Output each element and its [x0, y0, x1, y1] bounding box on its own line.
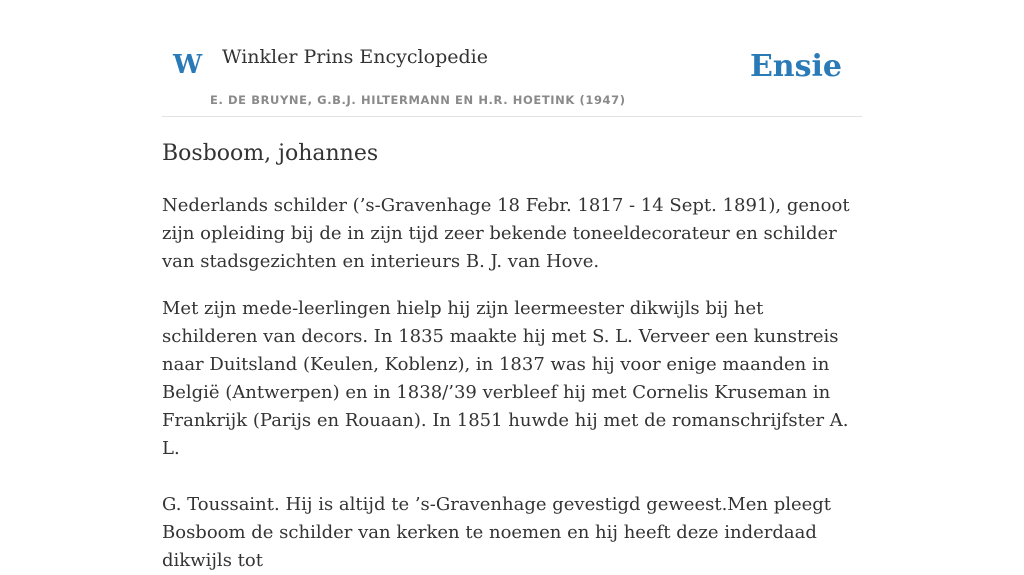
ensie-brand-link[interactable]: Ensie: [749, 49, 842, 84]
article-body: [162, 192, 862, 575]
article-title: Bosboom, johannes: [162, 141, 379, 166]
article: [162, 136, 862, 575]
site-title: Winkler Prins Encyclopedie: [222, 46, 488, 68]
article-paragraph-2: Met zijn mede-leerlingen hielp hij zijn leermeester dikwijls bij het schilderen van decors. In 1835 maakte hij met S. L. Verveer een kunstreis naar Duitsland (Keulen, Koblenz), in 1837 was hij voor enige maanden in België (Antwerpen) en in 1838/’39 verbleef hij met Cornelis Kruseman in Frankrijk (Parijs en Rouaan). In 1851 huwde hij met de romanschrijfster A. L.: [162, 298, 849, 459]
article-paragraph-1: Nederlands schilder (’s-Gravenhage 18 Febr. 1817 - 14 Sept. 1891), genoot zijn opleiding bij de in zijn tijd zeer bekende toneeldecorateur en schilder van stadsgezichten en interieurs B. J. van Hove.: [162, 195, 850, 272]
wp-logo-link[interactable]: W: [173, 50, 203, 80]
site-subtitle: E. DE BRUYNE, G.B.J. HILTERMANN EN H.R. HOETINK (1947): [210, 93, 626, 107]
article-paragraph-3: G. Toussaint. Hij is altijd te ’s-Gravenhage gevestigd geweest.Men pleegt Bosboom de schilder van kerken te noemen en hij heeft deze inderdaad dikwijls tot: [162, 494, 832, 571]
site-header: [162, 0, 862, 117]
